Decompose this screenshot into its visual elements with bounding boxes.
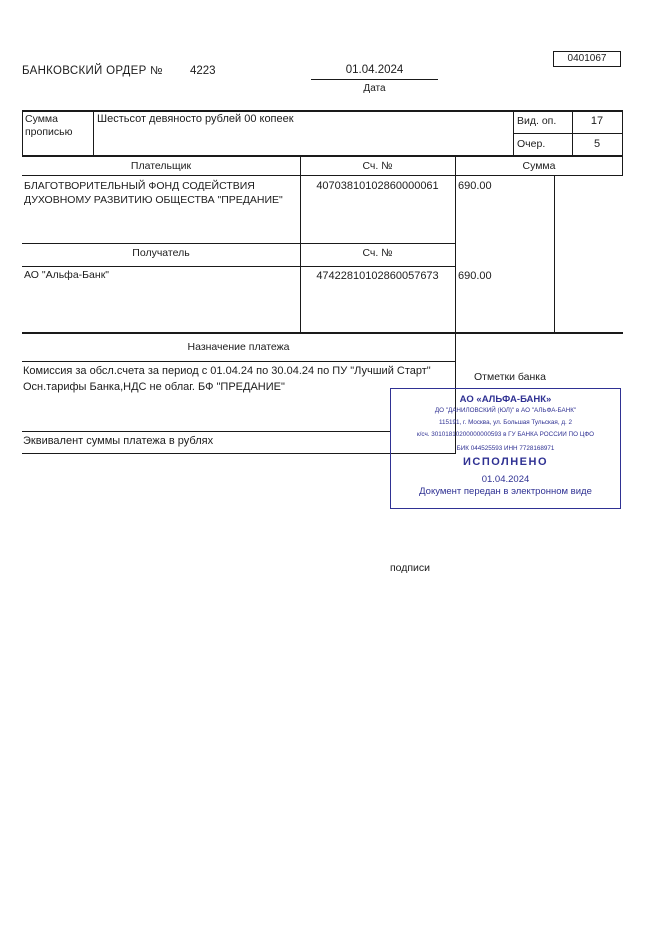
- date-value: 01.04.2024: [345, 64, 404, 76]
- stamp-bik-inn: БИК 044525593 ИНН 7728168971: [456, 445, 555, 452]
- purpose-line-1: Комиссия за обсл.счета за период с 01.04.24 по 30.04.24 по ПУ "Лучший Старт": [23, 365, 431, 377]
- stamp-corr-account: к/сч. 30101810200000000593 в ГУ БАНКА РОССИИ ПО ЦФО: [416, 431, 595, 438]
- stamp-bank-name: АО «АЛЬФА-БАНК»: [459, 394, 552, 405]
- stamp-note: Документ передан в электронном виде: [419, 486, 592, 497]
- payer-name: БЛАГОТВОРИТЕЛЬНЫЙ ФОНД СОДЕЙСТВИЯ ДУХОВНОМУ РАЗВИТИЮ ОБЩЕСТВА "ПРЕДАНИЕ": [24, 180, 283, 207]
- form-code: 0401067: [567, 53, 607, 64]
- divider-line: [22, 110, 623, 112]
- receiver-account: 47422810102860057673: [316, 270, 439, 282]
- purpose-line-2: Осн.тарифы Банка,НДС не облаг. БФ "ПРЕДАНИЕ": [23, 381, 285, 393]
- signatures-label: подписи: [389, 562, 431, 574]
- divider-line: [22, 155, 623, 157]
- date-label: Дата: [363, 83, 386, 94]
- equivalent-label: Эквивалент суммы платежа в рублях: [23, 435, 214, 447]
- receiver-amount: 690.00: [458, 270, 492, 282]
- divider-line: [22, 175, 623, 176]
- divider-line: [513, 133, 623, 134]
- amount-words-label: Сумма прописью: [25, 113, 73, 139]
- stamp-address: 115191, г. Москва, ул. Большая Тульская, д. 2: [439, 419, 572, 426]
- divider-line: [93, 110, 94, 155]
- op-type-value: 17: [590, 115, 604, 127]
- stamp-date: 01.04.2024: [481, 474, 530, 485]
- divider-line: [22, 332, 623, 334]
- purpose-header: Назначение платежа: [187, 341, 290, 353]
- stamp-branch: ДО "ДАНИЛОВСКИЙ (ЮЛ)" в АО "АЛЬФА-БАНК": [434, 407, 577, 414]
- sum-header: Сумма: [522, 160, 556, 172]
- op-type-label: Вид. оп.: [517, 115, 557, 127]
- date-underline: [311, 79, 438, 80]
- bank-marks-label: Отметки банка: [474, 371, 546, 383]
- payer-header: Плательщик: [130, 160, 192, 172]
- form-code-box: [553, 51, 621, 67]
- divider-line: [22, 110, 23, 155]
- order-number: 4223: [190, 65, 216, 77]
- divider-line: [22, 266, 455, 267]
- priority-value: 5: [593, 138, 601, 150]
- payer-account-header: Сч. №: [362, 160, 393, 172]
- priority-label: Очер.: [517, 138, 546, 150]
- stamp-status: ИСПОЛНЕНО: [462, 456, 549, 468]
- receiver-header: Получатель: [132, 247, 190, 259]
- divider-line: [554, 175, 555, 332]
- amount-words-value: Шестьсот девяносто рублей 00 копеек: [97, 113, 294, 125]
- receiver-name: АО "Альфа-Банк": [24, 269, 110, 281]
- receiver-account-header: Сч. №: [362, 247, 393, 259]
- divider-line: [22, 431, 390, 432]
- payer-amount: 690.00: [458, 180, 492, 192]
- bank-stamp: [390, 388, 621, 509]
- payer-account: 40703810102860000061: [316, 180, 439, 192]
- document-title: БАНКОВСКИЙ ОРДЕР №: [22, 65, 163, 77]
- divider-line: [22, 361, 455, 362]
- divider-line: [22, 243, 455, 244]
